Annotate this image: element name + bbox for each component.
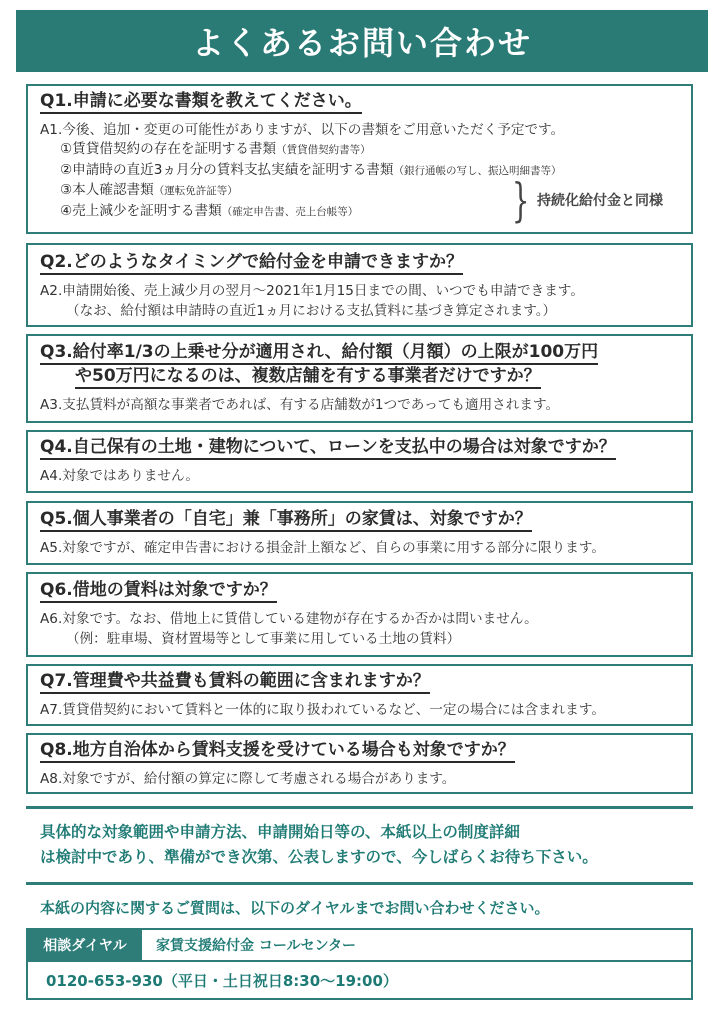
faq-item-q8 [26,733,693,794]
contact-header [28,930,691,962]
answer-q3: A3.支払賃料が高額な事業者であれば、有する店舗数が1つであっても適用されます。 [40,397,560,413]
brace-group [506,173,663,227]
answer-q1: A1.今後、追加・変更の可能性がありますが、以下の書類をご用意いただく予定です。 [40,122,565,138]
question-q7: Q7.管理費や共益費も賃料の範囲に含まれますか？ [40,671,430,694]
faq-item-q1 [26,84,693,234]
question-q5: Q5.個人事業者の「自宅」兼「事務所」の家賃は、対象ですか？ [40,509,532,532]
answer-q6: A6.対象です。なお、借地上に賃借している建物が存在するか否かは問いません。 [40,611,538,627]
faq-item-q4 [26,430,693,493]
answer-q2: A2.申請開始後、売上減少月の翌月～2021年1月15日までの間、いつでも申請できます。 [40,283,584,299]
list-item: ①賃貸借契約の存在を証明する書類（賃貸借契約書等） [60,141,371,157]
question-q3-line1: Q3.給付率1/3の上乗せ分が適用され、給付額（月額）の上限が100万円 [40,342,598,365]
contact-phone[interactable]: 0120-653-930（平日・土日祝日8:30～19:00） [46,972,398,990]
notice-line-2: は検討中であり、準備ができ次第、公表しますので、今しばらくお待ち下さい。 [40,848,598,866]
divider [26,882,693,885]
question-q6: Q6.借地の賃料は対象ですか？ [40,580,277,603]
question-q3-line2: や50万円になるのは、複数店舗を有する事業者だけですか？ [75,366,541,389]
page-title: よくあるお問い合わせ [191,24,532,62]
answer-q7: A7.賃貸借契約において賃料と一体的に取り扱われているなど、一定の場合には含まれます。 [40,702,605,718]
divider [26,806,693,809]
answer-q4: A4.対象ではありません。 [40,468,200,484]
faq-item-q2 [26,243,693,327]
page-title-bar [16,10,708,72]
question-q1: Q1.申請に必要な書類を教えてください。 [40,91,362,114]
contact-label: 相談ダイヤル [28,930,142,960]
faq-item-q3 [26,334,693,423]
faq-item-q6 [26,572,693,657]
question-q4: Q4.自己保有の土地・建物について、ローンを支払中の場合は対象ですか？ [40,437,616,460]
faq-item-q5 [26,501,693,565]
notice-line-1: 具体的な対象範囲や申請方法、申請開始日等の、本紙以上の制度詳細 [40,823,520,841]
question-q2: Q2.どのようなタイミングで給付金を申請できますか？ [40,252,463,275]
list-item: ④売上減少を証明する書類（確定申告書、売上台帳等） [60,202,359,219]
brace-icon: } [511,173,530,227]
answer-q5: A5.対象ですが、確定申告書における損金計上額など、自らの事業に用する部分に限ります。 [40,540,605,556]
faq-item-q7 [26,664,693,726]
contact-intro: 本紙の内容に関するご質問は、以下のダイヤルまでお問い合わせください。 [40,899,550,917]
answer-q2-note: （なお、給付額は申請時の直近1ヵ月における支払賃料に基づき算定されます。） [66,303,557,319]
contact-box [26,928,693,1000]
answer-q8: A8.対象ですが、給付額の算定に際して考慮される場合があります。 [40,771,456,787]
answer-q6-note: （例：駐車場、資材置場等として事業に用している土地の賃料） [66,631,461,647]
contact-center-name: 家賃支援給付金 コールセンター [156,938,357,954]
question-q8: Q8.地方自治体から賃料支援を受けている場合も対象ですか？ [40,740,515,763]
notice-text [40,820,598,870]
list-item: ②申請時の直近3ヵ月分の賃料支払実績を証明する書類（銀行通帳の写し、振込明細書等） [60,161,562,178]
brace-note: 持続化給付金と同様 [537,193,663,209]
list-item: ③本人確認書類（運転免許証等） [60,182,238,198]
